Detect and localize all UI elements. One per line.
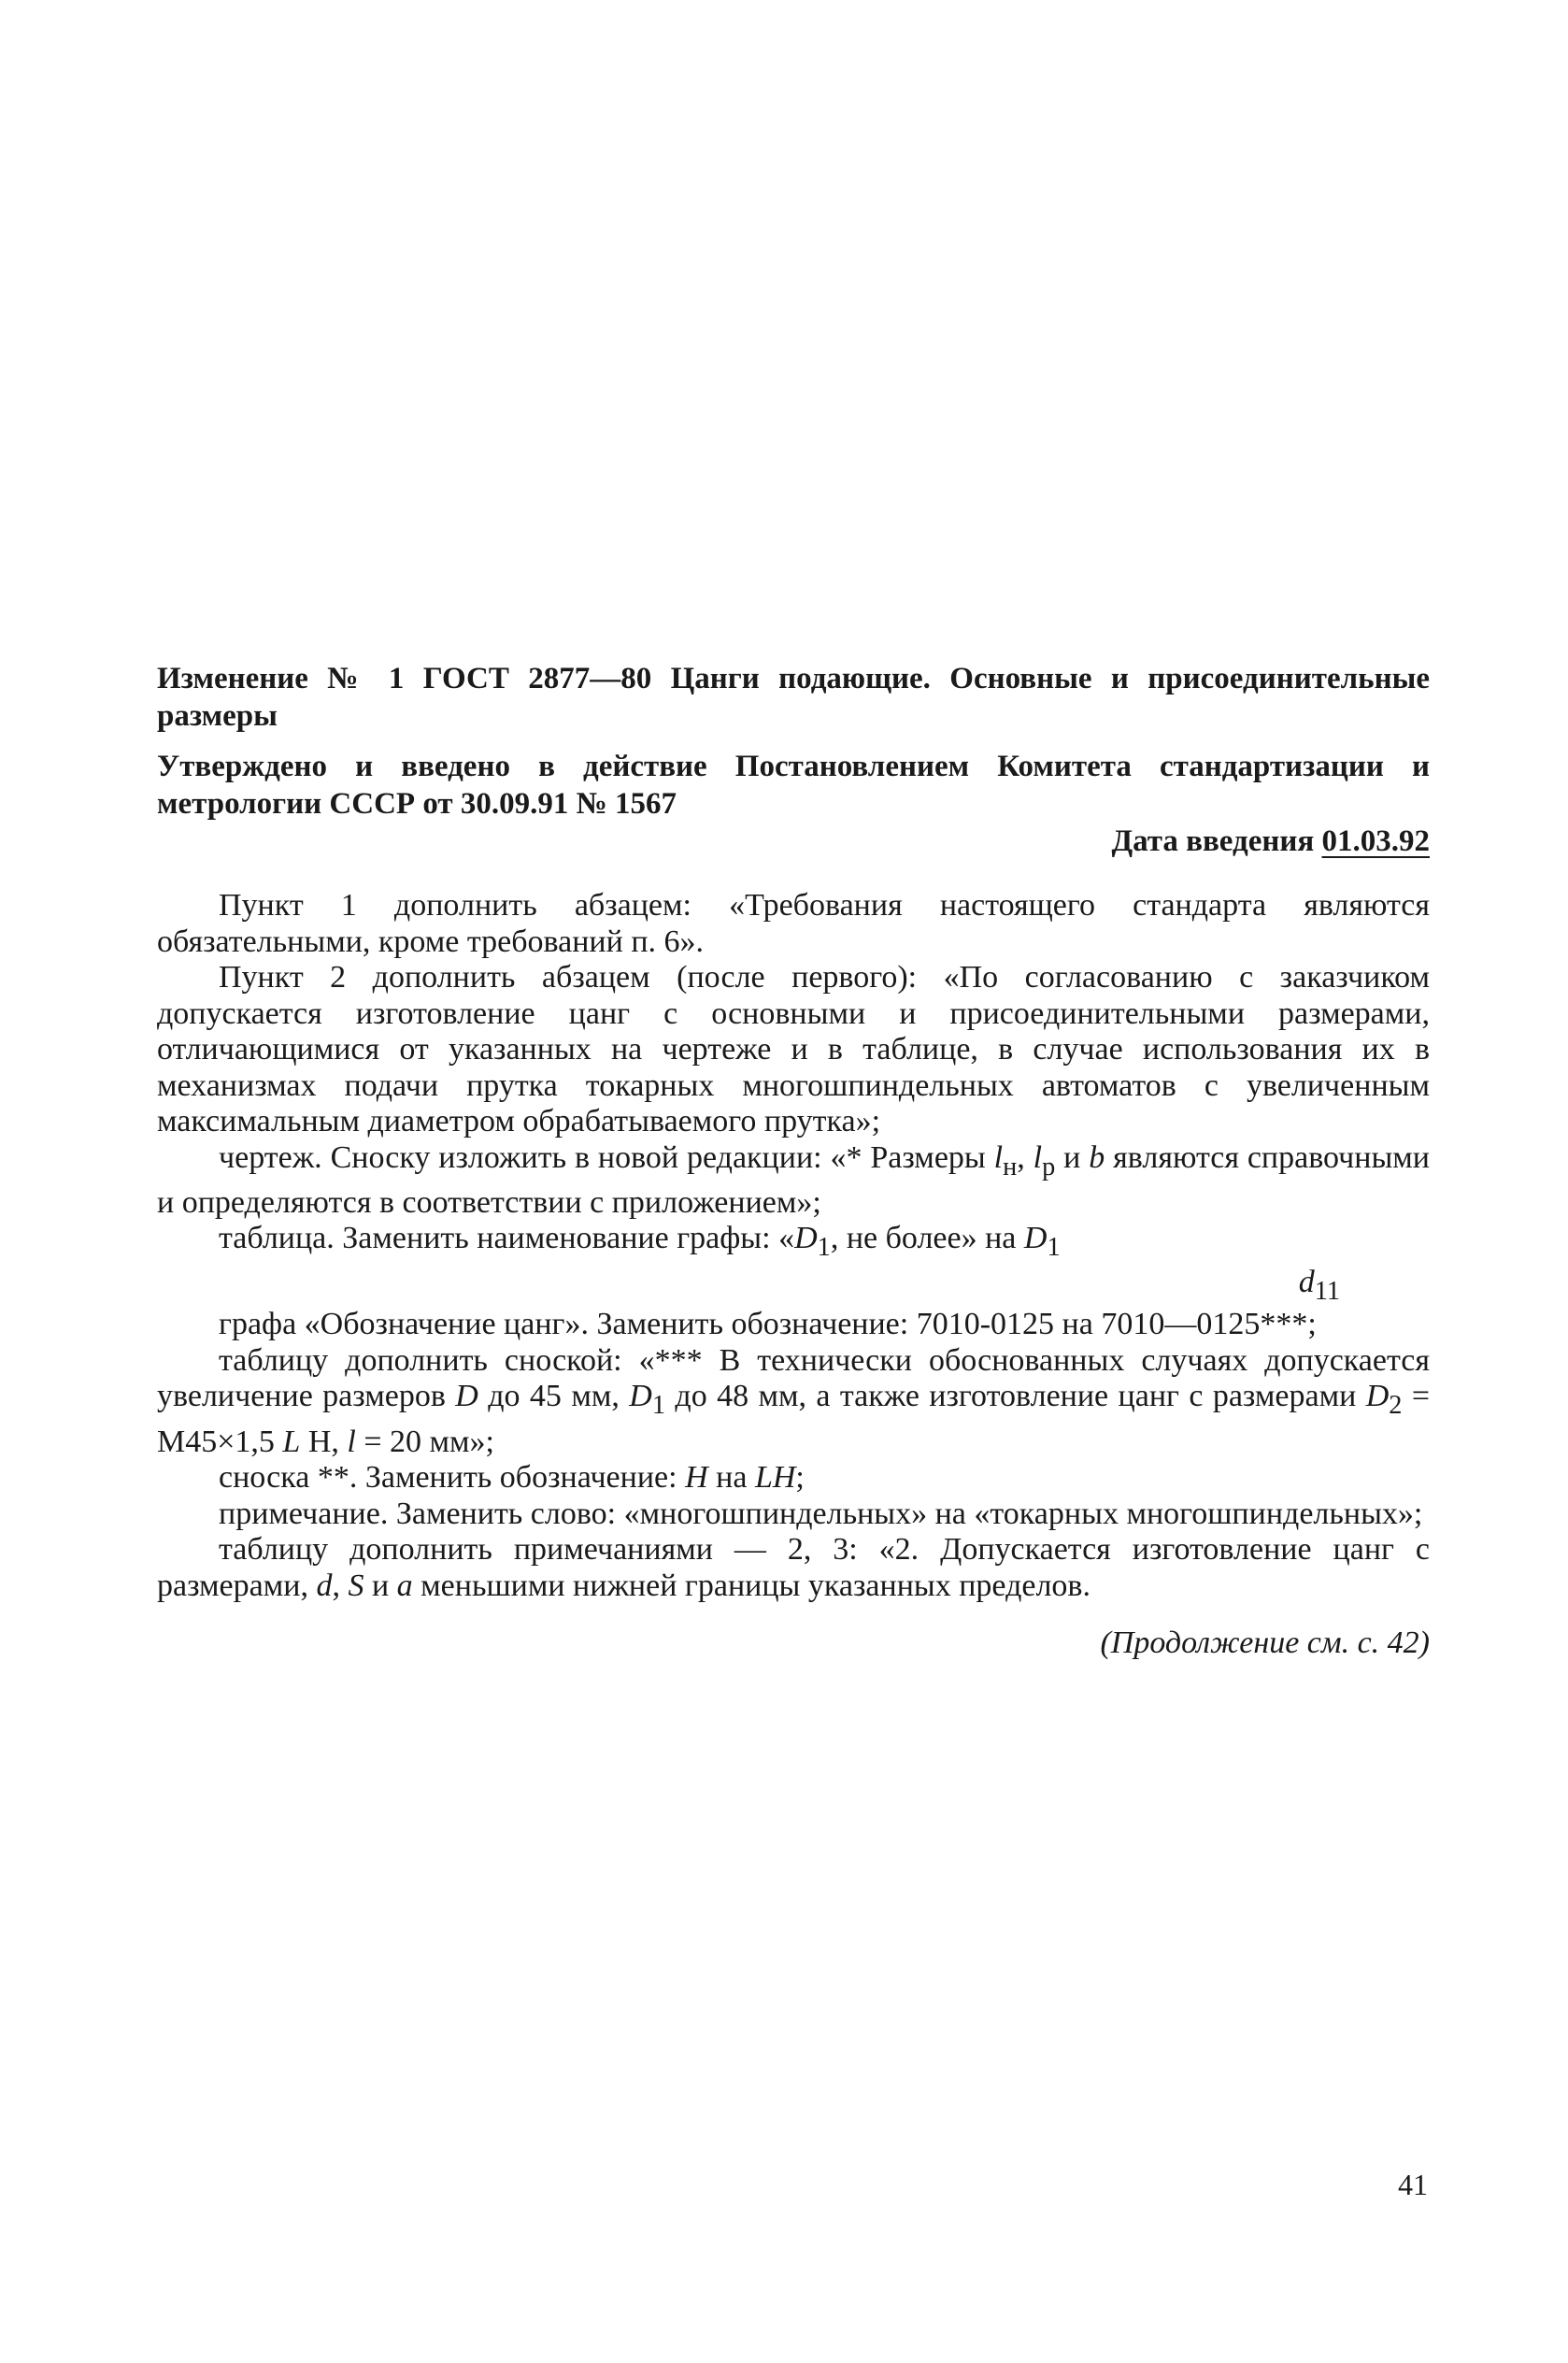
var-S: S <box>348 1568 364 1603</box>
var-LH: LH <box>754 1460 796 1496</box>
sub-D1-new: 1 <box>1047 1233 1061 1263</box>
fn2-text-1: сноска **. Заменить обозначение: <box>219 1460 686 1496</box>
sub-n: н <box>1003 1152 1018 1182</box>
notes-text-4: меньшими нижней границы указанных пределов. <box>412 1568 1090 1603</box>
notes-text-1: таблицу дополнить примечаниями — 2, 3: «2. Допускается изготовление цанг с размерами, <box>157 1532 1430 1603</box>
document-heading: Изменение № 1 ГОСТ 2877—80 Цанги подающие. Основные и присоединительные размеры <box>157 662 1430 733</box>
table-column-paragraph <box>157 1221 1430 1266</box>
var-l-n: l <box>993 1139 1004 1175</box>
var-a: a <box>396 1568 413 1603</box>
effective-date-value: 01.03.92 <box>1321 824 1430 858</box>
var-d11: d <box>1298 1264 1315 1299</box>
notes-text-2: , <box>332 1568 349 1603</box>
var-l-p: l <box>1033 1139 1043 1175</box>
var-D: D <box>455 1379 478 1414</box>
var-D2: D <box>1365 1379 1390 1414</box>
drawing-note-sep: , <box>1017 1139 1033 1175</box>
notes-add-paragraph <box>157 1532 1430 1604</box>
amendment-body <box>157 888 1430 1604</box>
paragraph-item-1: Пункт 1 дополнить абзацем: «Требования настоящего стандарта являются обязательными, кроме требований п. 6». <box>157 888 1430 959</box>
drawing-footnote-paragraph <box>157 1140 1430 1222</box>
table-note-text-1: таблица. Заменить наименование графы: « <box>219 1221 795 1256</box>
fn-text-3: до 48 мм, а также изготовление цанг с размерами <box>665 1379 1366 1414</box>
footnote-add-paragraph <box>157 1343 1430 1460</box>
drawing-note-and: и <box>1055 1139 1090 1175</box>
fn2-text-3: ; <box>795 1460 805 1496</box>
approval-statement: Утверждено и введено в действие Постановлением Комитета стандартизации и метрологии СССР от 30.09.91 № 1567 <box>157 750 1430 821</box>
fn-text-5: H, <box>300 1424 348 1459</box>
var-D1: D <box>629 1379 652 1414</box>
fn-text-4: = M45×1,5 <box>157 1379 1430 1459</box>
var-D1-old: D <box>794 1221 818 1256</box>
fn-text-1: таблицу дополнить сноской: «*** В технически обоснованных случаях допускается увеличение размеров <box>157 1342 1430 1414</box>
continuation-note: (Продолжение см. с. 42) <box>1100 1625 1430 1660</box>
var-l: l <box>347 1424 356 1459</box>
fraction-denominator <box>157 1264 1430 1308</box>
fn-text-6: = 20 мм»; <box>355 1424 494 1459</box>
designation-paragraph: графа «Обозначение цанг». Заменить обозначение: 7010-0125 на 7010—0125***; <box>219 1307 1317 1342</box>
drawing-note-text-1: чертеж. Сноску изложить в новой редакции: «* Размеры <box>219 1139 994 1175</box>
drawing-note-text-2: являются справочными и определяются в соответствии с приложением»; <box>157 1139 1431 1220</box>
sub-d11: 11 <box>1314 1276 1340 1306</box>
sub-D1: 1 <box>651 1391 665 1421</box>
sub-D1-old: 1 <box>817 1233 831 1263</box>
var-d: d <box>316 1568 333 1603</box>
sub-p: р <box>1042 1152 1056 1182</box>
table-note-text-2: , не более» на <box>830 1221 1024 1256</box>
footnote-2star-paragraph <box>157 1460 1430 1497</box>
effective-date <box>1111 823 1430 860</box>
var-b: b <box>1089 1139 1105 1175</box>
page-number: 41 <box>1398 2168 1428 2201</box>
effective-date-label: Дата введения <box>1111 824 1315 858</box>
sub-D2: 2 <box>1389 1391 1403 1421</box>
paragraph-item-2: Пункт 2 дополнить абзацем (после первого): «По согласованию с заказчиком допускается изготовление цанг с основными и присоединительными размерами, отличающимися от указанных на чертеже и в таблице, в случае использования их в механизмах подачи прутка токарных многошпиндельных автоматов с увеличенным максимальным диаметром обрабатываемого прутка»; <box>157 960 1430 1139</box>
var-D1-new: D <box>1023 1221 1048 1256</box>
fn2-text-2: на <box>707 1460 755 1496</box>
fn-text-2: до 45 мм, <box>478 1379 630 1414</box>
var-H: H <box>685 1460 708 1496</box>
note-replace-paragraph: примечание. Заменить слово: «многошпиндельных» на «токарных многошпиндельных»; <box>219 1496 1423 1531</box>
notes-text-3: и <box>363 1568 397 1603</box>
var-L: L <box>282 1424 301 1459</box>
